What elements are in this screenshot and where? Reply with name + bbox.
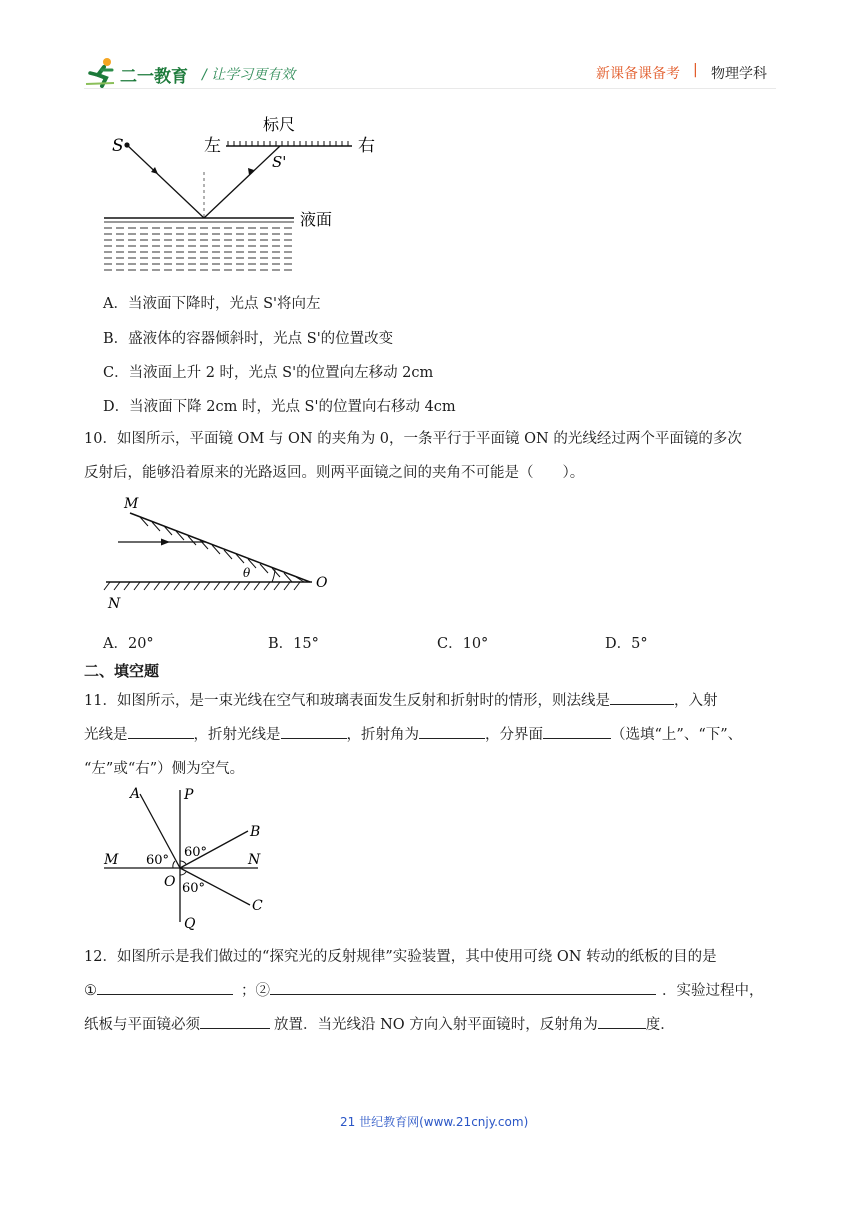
fig9-label-right: 右 [358,136,375,156]
runner-logo-icon [84,56,118,88]
q12-line2 [84,974,784,1008]
q11-blank-angle[interactable] [419,722,485,739]
q11-line2 [84,718,784,752]
q12-text-3: ；② [241,983,270,999]
fig11-label-o: O [164,874,176,890]
q12-blank-angle[interactable] [598,1012,646,1029]
q9-option-d: D．当液面下降 2cm 时，光点 S'的位置向右移动 4cm [103,399,456,415]
fig11-label-b: B [250,824,261,840]
fig10-label-m: M [124,496,139,512]
q11-text-8: “左”或“右”）侧为空气。 [84,761,245,777]
fig11-label-60-bottom: 60° [182,881,206,896]
q11-line3 [84,752,784,786]
header-rule [84,88,776,89]
fig9-label-s: S [112,136,124,156]
fig9-label-left: 左 [204,136,221,156]
q10-option-c: C．10° [437,636,489,652]
fig11-label-q: Q [184,916,196,932]
fig9-label-ruler: 标尺 [263,115,296,134]
q9-option-a: A．当液面下降时，光点 S'将向左 [103,296,321,312]
fig9-label-surface: 液面 [300,210,333,229]
q10-option-a: A．20° [103,636,154,652]
slogan: / 让学习更有效 [202,67,296,83]
q12-text-2: ① [84,983,97,999]
q12-blank-purpose-1[interactable] [97,978,233,995]
q11-text-6: ，分界面 [485,727,543,743]
q11-text-1: 11．如图所示，是一束光线在空气和玻璃表面发生反射和折射时的情形，则法线是 [84,693,610,709]
q12-text-6: 放置．当光线沿 NO 方向入射平面镜时，反射角为 [274,1017,598,1033]
fig11-label-c: C [252,898,263,914]
page-header [0,0,860,100]
q12-blank-placement[interactable] [200,1012,270,1029]
fig11-label-60-top: 60° [184,845,208,860]
q12-stem [84,940,784,1042]
fig11-label-p: P [184,787,194,803]
q11-text-5: ，折射角为 [346,727,419,743]
q10-option-b: B．15° [268,636,319,652]
q9-option-b: B．盛液体的容器倾斜时，光点 S'的位置改变 [103,331,394,347]
q9-option-c: C．当液面上升 2 时，光点 S'的位置向左移动 2cm [103,365,434,381]
q11-text-7: （选填“上”、“下”、 [611,727,743,743]
q11-stem [84,684,784,786]
figure-liquid-ruler [100,108,375,276]
section-title: 二、填空题 [84,662,160,680]
q12-text-4: ．实验过程中， [662,983,764,999]
q11-text-2: ，入射 [673,693,718,709]
q11-blank-incident[interactable] [128,722,194,739]
fig10-label-theta: θ [243,566,251,580]
q10-stem-line2: 反射后，能够沿着原来的光路返回。则两平面镜之间的夹角不可能是（ ）。 [84,465,585,481]
fig10-label-n: N [108,596,121,612]
q10-stem-line1: 10．如图所示，平面镜 OM 与 ON 的夹角为 0，一条平行于平面镜 ON 的光线经过两个平面镜的多次 [84,431,742,447]
q12-line3 [84,1008,784,1042]
figure-two-mirrors [100,490,340,620]
q12-text-5: 纸板与平面镜必须 [84,1017,200,1033]
q11-blank-normal[interactable] [610,688,674,705]
subject-label: 物理学科 [711,66,767,82]
exam-tag: 新课备课备考 [596,66,680,82]
q10-option-d: D．5° [605,636,648,652]
q12-text-1: 12．如图所示是我们做过的“探究光的反射规律”实验装置，其中使用可绕 ON 转动的纸板的目的是 [84,949,717,965]
figure-refraction [100,782,280,932]
header-divider: | [693,62,698,78]
fig11-label-60-left: 60° [146,853,170,868]
q11-line1 [84,684,784,718]
q11-text-3: 光线是 [84,727,128,743]
q12-line1 [84,940,784,974]
logo-text: 二一教育 [120,67,188,87]
footer-source[interactable]: 21 世纪教育网(www.21cnjy.com) [340,1115,529,1129]
fig9-label-s-prime: S' [272,153,287,171]
q12-text-7: 度． [645,1017,675,1033]
fig10-label-o: O [316,575,328,591]
q11-blank-side[interactable] [543,722,611,739]
q11-blank-refracted[interactable] [281,722,347,739]
q12-blank-purpose-2[interactable] [270,978,656,995]
fig11-label-n: N [248,852,261,868]
fig11-label-m: M [104,852,119,868]
q11-text-4: ，折射光线是 [193,727,281,743]
fig11-label-a: A [130,786,141,802]
